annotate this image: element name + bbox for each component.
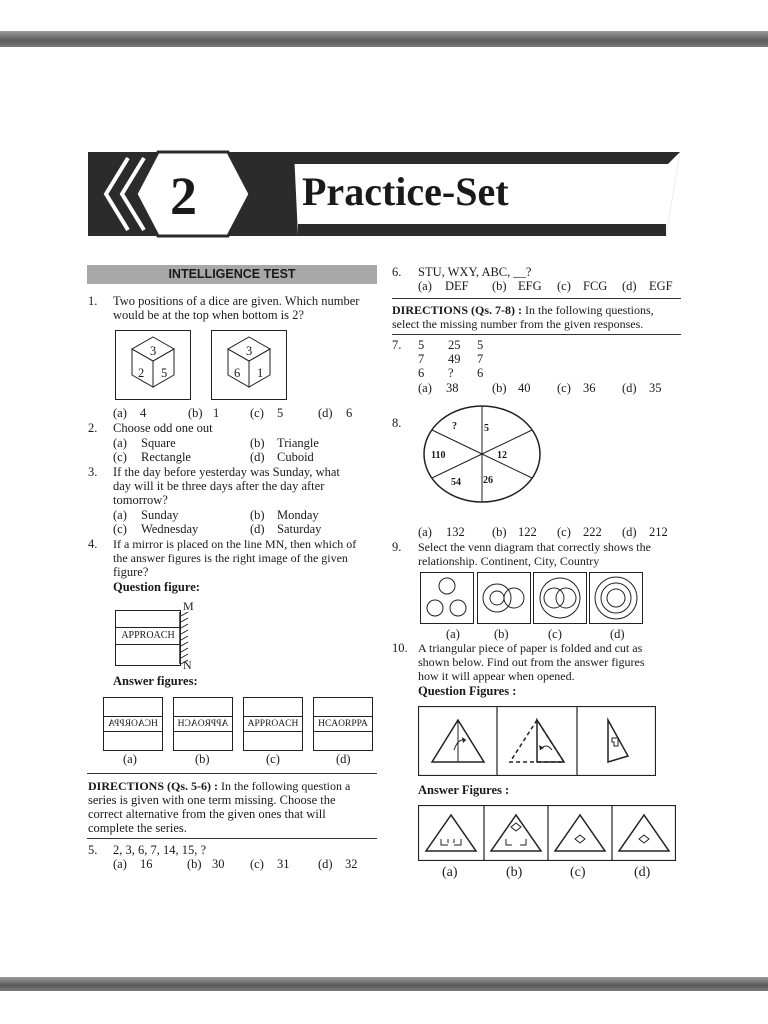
set-number: 2	[170, 166, 197, 226]
option-value: Square	[141, 436, 176, 450]
option-value: 122	[518, 525, 537, 539]
bottom-border-bar	[0, 977, 768, 991]
option-value: Wednesday	[141, 522, 199, 536]
question-figures-label: Question Figures :	[418, 684, 517, 698]
answer-figure-c	[243, 697, 303, 751]
answer-figures-label: Answer figures:	[113, 674, 198, 688]
question-text: Select the venn diagram that correctly shows the	[418, 540, 651, 554]
answer-word: HCAORPPA	[314, 716, 372, 732]
option-label: (a)	[113, 857, 127, 871]
answer-letter: (a)	[123, 752, 137, 766]
question-number: 8.	[392, 416, 402, 430]
question-text: If the day before yesterday was Sunday, what	[113, 465, 340, 479]
dice-face-left: 2	[138, 366, 145, 380]
answer-letter: (b)	[195, 752, 210, 766]
wheel-value: 12	[497, 450, 507, 461]
option-value: 5	[277, 406, 284, 420]
option-value: 40	[518, 381, 531, 395]
grid-cell: 7	[418, 352, 425, 366]
option-value: EGF	[649, 279, 673, 293]
option-value: EFG	[518, 279, 542, 293]
option-value: Triangle	[277, 436, 319, 450]
fold-answer-figures	[418, 805, 676, 861]
option-label: (d)	[318, 406, 333, 420]
question-number: 3.	[88, 465, 98, 479]
option-value: 38	[446, 381, 459, 395]
question-text: day will it be three days after the day after	[113, 479, 325, 493]
divider	[87, 838, 377, 839]
question-text: If a mirror is placed on the line MN, then which of	[113, 537, 357, 551]
option-label: (d)	[622, 381, 637, 395]
dice-face-left: 6	[234, 366, 241, 380]
top-border-bar	[0, 31, 768, 47]
question-text: tomorrow?	[113, 493, 168, 507]
dice-face-top: 3	[246, 344, 253, 358]
option-label: (b)	[492, 381, 507, 395]
option-label: (b)	[250, 436, 265, 450]
answer-letter: (b)	[506, 865, 523, 880]
question-blank: __?	[513, 265, 532, 279]
wheel-value: 5	[484, 423, 489, 434]
divider	[392, 298, 681, 299]
question-number: 1.	[88, 294, 98, 308]
question-text: relationship. Continent, City, Country	[418, 554, 600, 568]
grid-cell: 6	[477, 366, 484, 380]
option-value: DEF	[445, 279, 469, 293]
venn-letter: (b)	[494, 627, 509, 641]
option-label: (a)	[418, 381, 432, 395]
answer-word: APPROACH	[174, 716, 232, 732]
option-label: (c)	[557, 525, 571, 539]
grid-cell: 5	[418, 338, 425, 352]
option-value: 16	[140, 857, 153, 871]
directions-5-6	[88, 779, 350, 793]
option-label: (d)	[622, 525, 637, 539]
option-value: FCG	[583, 279, 608, 293]
dice-face-right: 5	[161, 366, 168, 380]
option-value: Cuboid	[277, 450, 314, 464]
mirror-label-m: M	[183, 599, 194, 613]
option-value: 212	[649, 525, 668, 539]
answer-figure-a	[103, 697, 163, 751]
option-label: (c)	[113, 450, 127, 464]
directions-heading: DIRECTIONS (Qs. 5-6) :	[88, 779, 219, 793]
option-label: (d)	[318, 857, 333, 871]
dice-figure-2	[211, 330, 287, 400]
option-label: (a)	[113, 406, 127, 420]
directions-text: select the missing number from the given responses.	[392, 317, 644, 331]
directions-text: In the following questions,	[522, 303, 654, 317]
option-label: (a)	[113, 436, 127, 450]
venn-letter: (a)	[446, 627, 460, 641]
grid-cell: 5	[477, 338, 484, 352]
option-value: Sunday	[141, 508, 179, 522]
answer-letter: (d)	[336, 752, 351, 766]
question-text: how it will appear when opened.	[418, 669, 575, 683]
question-number: 4.	[88, 537, 98, 551]
directions-text: correct alternative from the given ones that will	[88, 807, 326, 821]
dice-face-top: 3	[150, 344, 157, 358]
option-value: 30	[212, 857, 225, 871]
dice-figure-1	[115, 330, 191, 400]
question-text: the answer figures is the right image of the given	[113, 551, 348, 565]
option-label: (b)	[188, 406, 203, 420]
directions-text: complete the series.	[88, 821, 187, 835]
option-value: 6	[346, 406, 353, 420]
wheel-value: 26	[483, 475, 493, 486]
option-label: (b)	[250, 508, 265, 522]
option-label: (a)	[113, 508, 127, 522]
question-number: 9.	[392, 540, 402, 554]
wheel-value: ?	[452, 421, 457, 432]
question-text: A triangular piece of paper is folded and cut as	[418, 641, 643, 655]
question-figure-label: Question figure:	[113, 580, 200, 594]
question-text: figure?	[113, 565, 149, 579]
option-value: 32	[345, 857, 358, 871]
question-text: Choose odd one out	[113, 421, 213, 435]
answer-letter: (a)	[442, 865, 458, 880]
approach-word: APPROACH	[116, 627, 180, 645]
option-value: Monday	[277, 508, 319, 522]
page-title: Practice-Set	[302, 169, 509, 214]
answer-letter: (c)	[570, 865, 586, 880]
question-text: shown below. Find out from the answer figures	[418, 655, 645, 669]
directions-text: series is given with one term missing. Choose the	[88, 793, 336, 807]
grid-cell: 7	[477, 352, 484, 366]
option-value: 31	[277, 857, 290, 871]
venn-letter: (c)	[548, 627, 562, 641]
divider	[87, 773, 377, 774]
wheel-value: 54	[451, 477, 461, 488]
option-label: (d)	[622, 279, 637, 293]
section-heading: INTELLIGENCE TEST	[87, 265, 377, 284]
option-label: (c)	[557, 381, 571, 395]
option-value: Rectangle	[141, 450, 191, 464]
question-text	[418, 265, 531, 279]
option-value: 1	[213, 406, 220, 420]
option-label: (c)	[250, 406, 264, 420]
option-label: (c)	[113, 522, 127, 536]
option-label: (a)	[418, 279, 432, 293]
answer-figure-b	[173, 697, 233, 751]
mirror-label-n: N	[183, 658, 192, 672]
question-text: 2, 3, 6, 7, 14, 15, ?	[113, 843, 207, 857]
question-number: 5.	[88, 843, 98, 857]
question-text: Two positions of a dice are given. Which number	[113, 294, 360, 308]
directions-heading: DIRECTIONS (Qs. 7-8) :	[392, 303, 523, 317]
option-value: 4	[140, 406, 147, 420]
answer-letter: (c)	[266, 752, 280, 766]
option-label: (c)	[250, 857, 264, 871]
question-number: 6.	[392, 265, 402, 279]
question-figure-box	[115, 610, 181, 666]
option-label: (d)	[250, 450, 265, 464]
venn-option-c	[533, 572, 587, 624]
directions-7-8	[392, 303, 654, 317]
option-label: (c)	[557, 279, 571, 293]
question-text: would be at the top when bottom is 2?	[113, 308, 304, 322]
option-label: (a)	[418, 525, 432, 539]
divider	[392, 334, 681, 335]
grid-cell: 25	[448, 338, 461, 352]
dice-face-right: 1	[257, 366, 264, 380]
venn-option-b	[477, 572, 531, 624]
question-number: 2.	[88, 421, 98, 435]
venn-letter: (d)	[610, 627, 625, 641]
question-number: 7.	[392, 338, 402, 352]
option-label: (b)	[187, 857, 202, 871]
venn-option-d	[589, 572, 643, 624]
venn-option-a	[420, 572, 474, 624]
answer-word: APPROACH	[244, 716, 302, 732]
question-number: 10.	[392, 641, 408, 655]
answer-word: HCAORPPA	[104, 716, 162, 732]
option-label: (b)	[492, 279, 507, 293]
option-label: (b)	[492, 525, 507, 539]
answer-figure-d	[313, 697, 373, 751]
answer-letter: (d)	[634, 865, 651, 880]
option-value: 36	[583, 381, 596, 395]
answer-figures-label: Answer Figures :	[418, 783, 510, 797]
wheel-value: 110	[431, 450, 446, 461]
fold-question-figures	[418, 706, 656, 776]
grid-cell: ?	[448, 366, 454, 380]
directions-text: In the following question a	[218, 779, 351, 793]
question-text-main: STU, WXY, ABC,	[418, 265, 514, 279]
option-label: (d)	[250, 522, 265, 536]
grid-cell: 49	[448, 352, 461, 366]
option-value: 35	[649, 381, 662, 395]
option-value: 222	[583, 525, 602, 539]
option-value: 132	[446, 525, 465, 539]
grid-cell: 6	[418, 366, 425, 380]
option-value: Saturday	[277, 522, 322, 536]
